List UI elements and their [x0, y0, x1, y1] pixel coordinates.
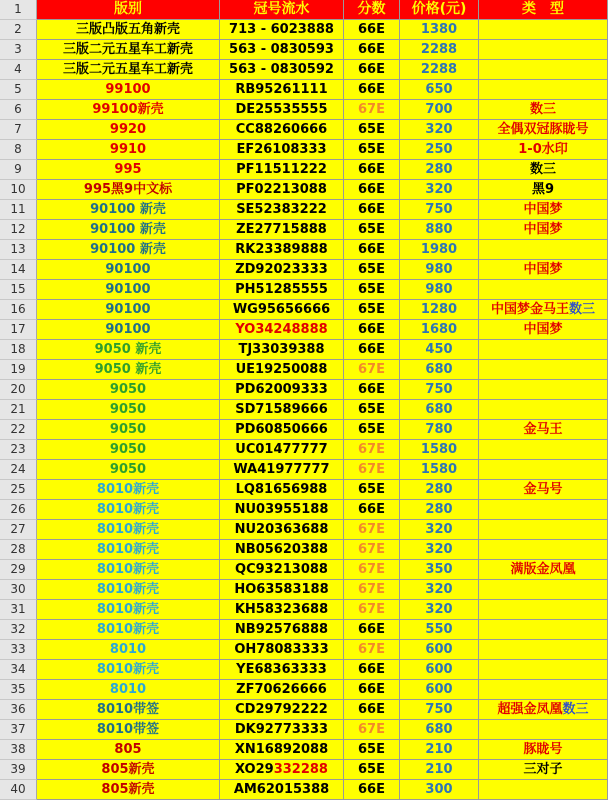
version-cell[interactable]: 8010新壳: [37, 540, 220, 560]
row-number[interactable]: 34: [0, 660, 37, 680]
serial-cell[interactable]: WA41977777: [220, 460, 344, 480]
score-cell[interactable]: 66E: [344, 40, 400, 60]
type-cell-segment: 超强金凤凰: [497, 702, 563, 717]
version-cell[interactable]: 9050: [37, 440, 220, 460]
type-cell[interactable]: 全偶双冠豚眬号: [479, 120, 608, 140]
version-cell[interactable]: 8010新壳: [37, 560, 220, 580]
table-row: [0, 320, 608, 340]
table-row: [0, 620, 608, 640]
version-cell[interactable]: 90100: [37, 300, 220, 320]
price-cell[interactable]: 250: [400, 140, 479, 160]
row-number[interactable]: 37: [0, 720, 37, 740]
serial-cell[interactable]: LQ81656988: [220, 480, 344, 500]
score-cell[interactable]: 65E: [344, 220, 400, 240]
type-cell[interactable]: [479, 240, 608, 260]
type-cell[interactable]: [479, 600, 608, 620]
type-cell[interactable]: 数三: [479, 100, 608, 120]
row-number[interactable]: 17: [0, 320, 37, 340]
price-cell[interactable]: 1380: [400, 20, 479, 40]
table-row: [0, 400, 608, 420]
row-number[interactable]: 25: [0, 480, 37, 500]
serial-cell[interactable]: ZD92023333: [220, 260, 344, 280]
score-cell[interactable]: 66E: [344, 380, 400, 400]
price-cell[interactable]: 280: [400, 160, 479, 180]
serial-cell[interactable]: OH78083333: [220, 640, 344, 660]
table-row: [0, 200, 608, 220]
version-cell[interactable]: 9920: [37, 120, 220, 140]
serial-cell[interactable]: NU03955188: [220, 500, 344, 520]
row-number[interactable]: 11: [0, 200, 37, 220]
score-cell[interactable]: 67E: [344, 560, 400, 580]
version-cell[interactable]: 9050: [37, 460, 220, 480]
row-number[interactable]: 20: [0, 380, 37, 400]
version-cell[interactable]: 8010带签: [37, 720, 220, 740]
score-cell[interactable]: 65E: [344, 400, 400, 420]
type-cell-segment: 数三: [562, 702, 589, 717]
type-cell[interactable]: 金马王: [479, 420, 608, 440]
version-cell[interactable]: 995: [37, 160, 220, 180]
price-cell[interactable]: 320: [400, 600, 479, 620]
score-cell[interactable]: 65E: [344, 740, 400, 760]
table-row: [0, 540, 608, 560]
table-row: [0, 640, 608, 660]
price-cell[interactable]: 680: [400, 720, 479, 740]
version-cell[interactable]: 90100: [37, 320, 220, 340]
serial-cell[interactable]: YE68363333: [220, 660, 344, 680]
row-number[interactable]: 38: [0, 740, 37, 760]
price-cell[interactable]: 700: [400, 100, 479, 120]
version-cell[interactable]: 9050 新壳: [37, 340, 220, 360]
score-cell[interactable]: 67E: [344, 440, 400, 460]
version-cell[interactable]: 90100: [37, 260, 220, 280]
score-cell[interactable]: 66E: [344, 320, 400, 340]
version-cell[interactable]: 99100: [37, 80, 220, 100]
version-cell[interactable]: 三版二元五星车工新壳: [37, 60, 220, 80]
score-cell[interactable]: 65E: [344, 280, 400, 300]
row-number[interactable]: 32: [0, 620, 37, 640]
version-cell[interactable]: 8010: [37, 640, 220, 660]
table-row: [0, 580, 608, 600]
table-row: [0, 460, 608, 480]
version-cell[interactable]: 9910: [37, 140, 220, 160]
table-row: [0, 660, 608, 680]
table-row: [0, 500, 608, 520]
row-number[interactable]: 13: [0, 240, 37, 260]
table-row: [0, 160, 608, 180]
header-score[interactable]: 分数: [344, 0, 400, 20]
serial-cell[interactable]: SD71589666: [220, 400, 344, 420]
price-cell[interactable]: 1680: [400, 320, 479, 340]
table-row: [0, 380, 608, 400]
serial-cell[interactable]: RK23389888: [220, 240, 344, 260]
header-serial[interactable]: 冠号流水: [220, 0, 344, 20]
type-cell[interactable]: [479, 720, 608, 740]
type-cell[interactable]: [479, 360, 608, 380]
price-cell[interactable]: 320: [400, 180, 479, 200]
serial-cell[interactable]: CC88260666: [220, 120, 344, 140]
serial-cell[interactable]: NB92576888: [220, 620, 344, 640]
row-number[interactable]: 14: [0, 260, 37, 280]
type-cell[interactable]: [479, 660, 608, 680]
serial-cell[interactable]: NU20363688: [220, 520, 344, 540]
serial-cell[interactable]: DK92773333: [220, 720, 344, 740]
table-row: [0, 420, 608, 440]
type-cell[interactable]: 1-0水印: [479, 140, 608, 160]
score-cell[interactable]: 66E: [344, 340, 400, 360]
table-row: [0, 780, 608, 800]
type-cell[interactable]: 满版金凤凰: [479, 560, 608, 580]
serial-cell[interactable]: 713 - 6023888: [220, 20, 344, 40]
table-row: [0, 740, 608, 760]
type-cell[interactable]: [479, 80, 608, 100]
table-row: [0, 20, 608, 40]
price-cell[interactable]: 210: [400, 760, 479, 780]
type-cell[interactable]: 金马号: [479, 480, 608, 500]
row-number[interactable]: 35: [0, 680, 37, 700]
type-cell[interactable]: [479, 20, 608, 40]
row-number[interactable]: 2: [0, 20, 37, 40]
score-cell[interactable]: 65E: [344, 260, 400, 280]
header-price[interactable]: 价格(元): [400, 0, 479, 20]
serial-cell[interactable]: PD62009333: [220, 380, 344, 400]
serial-cell[interactable]: PH51285555: [220, 280, 344, 300]
version-cell[interactable]: 8010新壳: [37, 500, 220, 520]
score-cell[interactable]: 66E: [344, 160, 400, 180]
table-row: [0, 120, 608, 140]
type-cell[interactable]: [479, 620, 608, 640]
version-cell[interactable]: 9050: [37, 420, 220, 440]
type-cell[interactable]: [479, 300, 608, 320]
serial-cell[interactable]: UC01477777: [220, 440, 344, 460]
type-cell[interactable]: 豚眬号: [479, 740, 608, 760]
table-row: [0, 60, 608, 80]
price-cell[interactable]: 780: [400, 420, 479, 440]
score-cell[interactable]: 67E: [344, 720, 400, 740]
serial-cell-segment: 332288: [273, 762, 328, 777]
serial-cell[interactable]: PF02213088: [220, 180, 344, 200]
price-cell[interactable]: 680: [400, 400, 479, 420]
score-cell[interactable]: 66E: [344, 60, 400, 80]
version-cell[interactable]: 99100新壳: [37, 100, 220, 120]
version-cell[interactable]: 90100: [37, 280, 220, 300]
table-row: [0, 600, 608, 620]
version-cell[interactable]: 9050: [37, 380, 220, 400]
version-cell[interactable]: 9050: [37, 400, 220, 420]
version-cell[interactable]: 90100 新壳: [37, 220, 220, 240]
serial-cell[interactable]: TJ33039388: [220, 340, 344, 360]
serial-cell[interactable]: SE52383222: [220, 200, 344, 220]
price-cell[interactable]: 280: [400, 480, 479, 500]
price-cell[interactable]: 2288: [400, 40, 479, 60]
score-cell[interactable]: 67E: [344, 600, 400, 620]
type-cell[interactable]: [479, 380, 608, 400]
score-cell[interactable]: 66E: [344, 20, 400, 40]
price-cell[interactable]: 980: [400, 260, 479, 280]
row-number[interactable]: 6: [0, 100, 37, 120]
type-cell[interactable]: [479, 640, 608, 660]
score-cell[interactable]: 65E: [344, 140, 400, 160]
score-cell[interactable]: 66E: [344, 660, 400, 680]
row-number[interactable]: 16: [0, 300, 37, 320]
type-cell[interactable]: 中国梦: [479, 200, 608, 220]
type-cell[interactable]: [479, 580, 608, 600]
row-number[interactable]: 30: [0, 580, 37, 600]
price-cell[interactable]: 600: [400, 660, 479, 680]
type-cell[interactable]: [479, 680, 608, 700]
row-number[interactable]: 22: [0, 420, 37, 440]
serial-cell-segment: XO29: [235, 762, 274, 777]
header-row: [0, 0, 608, 20]
row-number[interactable]: 12: [0, 220, 37, 240]
serial-cell[interactable]: UE19250088: [220, 360, 344, 380]
serial-cell[interactable]: AM62015388: [220, 780, 344, 800]
score-cell[interactable]: 67E: [344, 100, 400, 120]
score-cell[interactable]: 67E: [344, 460, 400, 480]
table-row: [0, 40, 608, 60]
table-row: [0, 700, 608, 720]
price-cell[interactable]: 880: [400, 220, 479, 240]
version-cell[interactable]: 8010新壳: [37, 580, 220, 600]
score-cell[interactable]: 66E: [344, 680, 400, 700]
type-cell[interactable]: [479, 280, 608, 300]
price-cell[interactable]: 320: [400, 520, 479, 540]
type-cell[interactable]: 数三: [479, 160, 608, 180]
type-cell[interactable]: 中国梦: [479, 320, 608, 340]
version-cell[interactable]: 805: [37, 740, 220, 760]
type-cell[interactable]: [479, 540, 608, 560]
row-number[interactable]: 7: [0, 120, 37, 140]
type-cell[interactable]: [479, 520, 608, 540]
row-number[interactable]: 3: [0, 40, 37, 60]
version-cell[interactable]: 90100 新壳: [37, 200, 220, 220]
score-cell[interactable]: 67E: [344, 520, 400, 540]
serial-cell[interactable]: DE25535555: [220, 100, 344, 120]
row-number[interactable]: 33: [0, 640, 37, 660]
price-cell[interactable]: 280: [400, 500, 479, 520]
serial-cell[interactable]: RB95261111: [220, 80, 344, 100]
version-cell[interactable]: 8010: [37, 680, 220, 700]
type-cell-segment: 数三: [569, 302, 596, 317]
table-row: [0, 520, 608, 540]
row-number[interactable]: 21: [0, 400, 37, 420]
serial-cell[interactable]: 563 - 0830592: [220, 60, 344, 80]
version-cell[interactable]: 805新壳: [37, 780, 220, 800]
table-row: [0, 360, 608, 380]
table-row: [0, 100, 608, 120]
version-cell[interactable]: 8010新壳: [37, 520, 220, 540]
version-cell[interactable]: 三版二元五星车工新壳: [37, 40, 220, 60]
version-cell[interactable]: 8010新壳: [37, 620, 220, 640]
price-cell[interactable]: 320: [400, 540, 479, 560]
table-row: [0, 300, 608, 320]
serial-cell[interactable]: ZE27715888: [220, 220, 344, 240]
row-number[interactable]: 27: [0, 520, 37, 540]
serial-cell[interactable]: QC93213088: [220, 560, 344, 580]
type-cell[interactable]: [479, 440, 608, 460]
price-cell[interactable]: 300: [400, 780, 479, 800]
row-number[interactable]: 18: [0, 340, 37, 360]
type-cell[interactable]: [479, 340, 608, 360]
row-number[interactable]: 29: [0, 560, 37, 580]
header-version[interactable]: 版别: [37, 0, 220, 20]
table-row: [0, 260, 608, 280]
score-cell[interactable]: 66E: [344, 700, 400, 720]
price-cell[interactable]: 750: [400, 200, 479, 220]
price-cell[interactable]: 1280: [400, 300, 479, 320]
score-cell[interactable]: 65E: [344, 420, 400, 440]
table-row: [0, 720, 608, 740]
version-cell[interactable]: 三版凸版五角新壳: [37, 20, 220, 40]
serial-cell[interactable]: ZF70626666: [220, 680, 344, 700]
row-number[interactable]: 5: [0, 80, 37, 100]
table-row: [0, 760, 608, 780]
table-row: [0, 220, 608, 240]
type-cell[interactable]: [479, 400, 608, 420]
row-number[interactable]: 40: [0, 780, 37, 800]
table-row: [0, 680, 608, 700]
version-cell[interactable]: 8010新壳: [37, 480, 220, 500]
serial-cell[interactable]: 563 - 0830593: [220, 40, 344, 60]
price-cell[interactable]: 1580: [400, 440, 479, 460]
price-cell[interactable]: 600: [400, 680, 479, 700]
score-cell[interactable]: 67E: [344, 360, 400, 380]
price-cell[interactable]: 210: [400, 740, 479, 760]
version-cell[interactable]: 9050 新壳: [37, 360, 220, 380]
type-cell[interactable]: 中国梦: [479, 220, 608, 240]
row-number[interactable]: 10: [0, 180, 37, 200]
row-number[interactable]: 4: [0, 60, 37, 80]
version-cell[interactable]: 8010新壳: [37, 600, 220, 620]
row-number[interactable]: 24: [0, 460, 37, 480]
score-cell[interactable]: 66E: [344, 620, 400, 640]
table-row: [0, 280, 608, 300]
type-cell[interactable]: [479, 460, 608, 480]
table-row: [0, 560, 608, 580]
type-cell[interactable]: [479, 500, 608, 520]
row-number[interactable]: 9: [0, 160, 37, 180]
serial-cell[interactable]: NB05620388: [220, 540, 344, 560]
price-cell[interactable]: 320: [400, 580, 479, 600]
price-cell[interactable]: 2288: [400, 60, 479, 80]
version-cell[interactable]: 805新壳: [37, 760, 220, 780]
row-number[interactable]: 31: [0, 600, 37, 620]
price-cell[interactable]: 600: [400, 640, 479, 660]
price-cell[interactable]: 550: [400, 620, 479, 640]
price-cell[interactable]: 350: [400, 560, 479, 580]
score-cell[interactable]: 67E: [344, 580, 400, 600]
type-cell[interactable]: 三对子: [479, 760, 608, 780]
price-cell[interactable]: 750: [400, 700, 479, 720]
row-number[interactable]: 8: [0, 140, 37, 160]
score-cell[interactable]: 67E: [344, 640, 400, 660]
price-cell[interactable]: 680: [400, 360, 479, 380]
score-cell[interactable]: 66E: [344, 240, 400, 260]
serial-cell[interactable]: EF26108333: [220, 140, 344, 160]
score-cell[interactable]: 66E: [344, 200, 400, 220]
score-cell[interactable]: 66E: [344, 500, 400, 520]
version-cell[interactable]: 8010带签: [37, 700, 220, 720]
price-cell[interactable]: 320: [400, 120, 479, 140]
serial-cell[interactable]: KH58323688: [220, 600, 344, 620]
price-cell[interactable]: 1980: [400, 240, 479, 260]
table-row: [0, 240, 608, 260]
score-cell[interactable]: 65E: [344, 120, 400, 140]
type-cell[interactable]: [479, 40, 608, 60]
score-cell[interactable]: 65E: [344, 760, 400, 780]
row-number[interactable]: 39: [0, 760, 37, 780]
score-cell[interactable]: 67E: [344, 540, 400, 560]
type-cell[interactable]: 黑9: [479, 180, 608, 200]
version-cell[interactable]: 90100 新壳: [37, 240, 220, 260]
price-cell[interactable]: 450: [400, 340, 479, 360]
serial-cell[interactable]: HO63583188: [220, 580, 344, 600]
version-cell[interactable]: 8010新壳: [37, 660, 220, 680]
row-number[interactable]: 1: [0, 0, 37, 20]
serial-cell[interactable]: [220, 760, 344, 780]
price-cell[interactable]: 650: [400, 80, 479, 100]
version-cell[interactable]: 995黑9中文标: [37, 180, 220, 200]
row-number[interactable]: 28: [0, 540, 37, 560]
type-cell[interactable]: [479, 60, 608, 80]
row-number[interactable]: 36: [0, 700, 37, 720]
price-cell[interactable]: 750: [400, 380, 479, 400]
price-cell[interactable]: 980: [400, 280, 479, 300]
serial-cell[interactable]: PF11511222: [220, 160, 344, 180]
serial-cell[interactable]: PD60850666: [220, 420, 344, 440]
score-cell[interactable]: 66E: [344, 80, 400, 100]
score-cell[interactable]: 65E: [344, 480, 400, 500]
table-row: [0, 180, 608, 200]
type-cell[interactable]: [479, 780, 608, 800]
type-cell[interactable]: [479, 700, 608, 720]
type-cell-segment: 中国梦金马王: [490, 302, 569, 317]
serial-cell[interactable]: CD29792222: [220, 700, 344, 720]
type-cell[interactable]: 中国梦: [479, 260, 608, 280]
table-row: [0, 340, 608, 360]
table-row: [0, 140, 608, 160]
price-cell[interactable]: 1580: [400, 460, 479, 480]
score-cell[interactable]: 65E: [344, 300, 400, 320]
score-cell[interactable]: 66E: [344, 780, 400, 800]
row-number[interactable]: 15: [0, 280, 37, 300]
row-number[interactable]: 23: [0, 440, 37, 460]
serial-cell[interactable]: XN16892088: [220, 740, 344, 760]
table-row: [0, 480, 608, 500]
table-row: [0, 80, 608, 100]
score-cell[interactable]: 66E: [344, 180, 400, 200]
row-number[interactable]: 26: [0, 500, 37, 520]
serial-cell[interactable]: WG95656666: [220, 300, 344, 320]
serial-cell[interactable]: YO34248888: [220, 320, 344, 340]
row-number[interactable]: 19: [0, 360, 37, 380]
table-row: [0, 440, 608, 460]
header-type[interactable]: 类 型: [479, 0, 608, 20]
